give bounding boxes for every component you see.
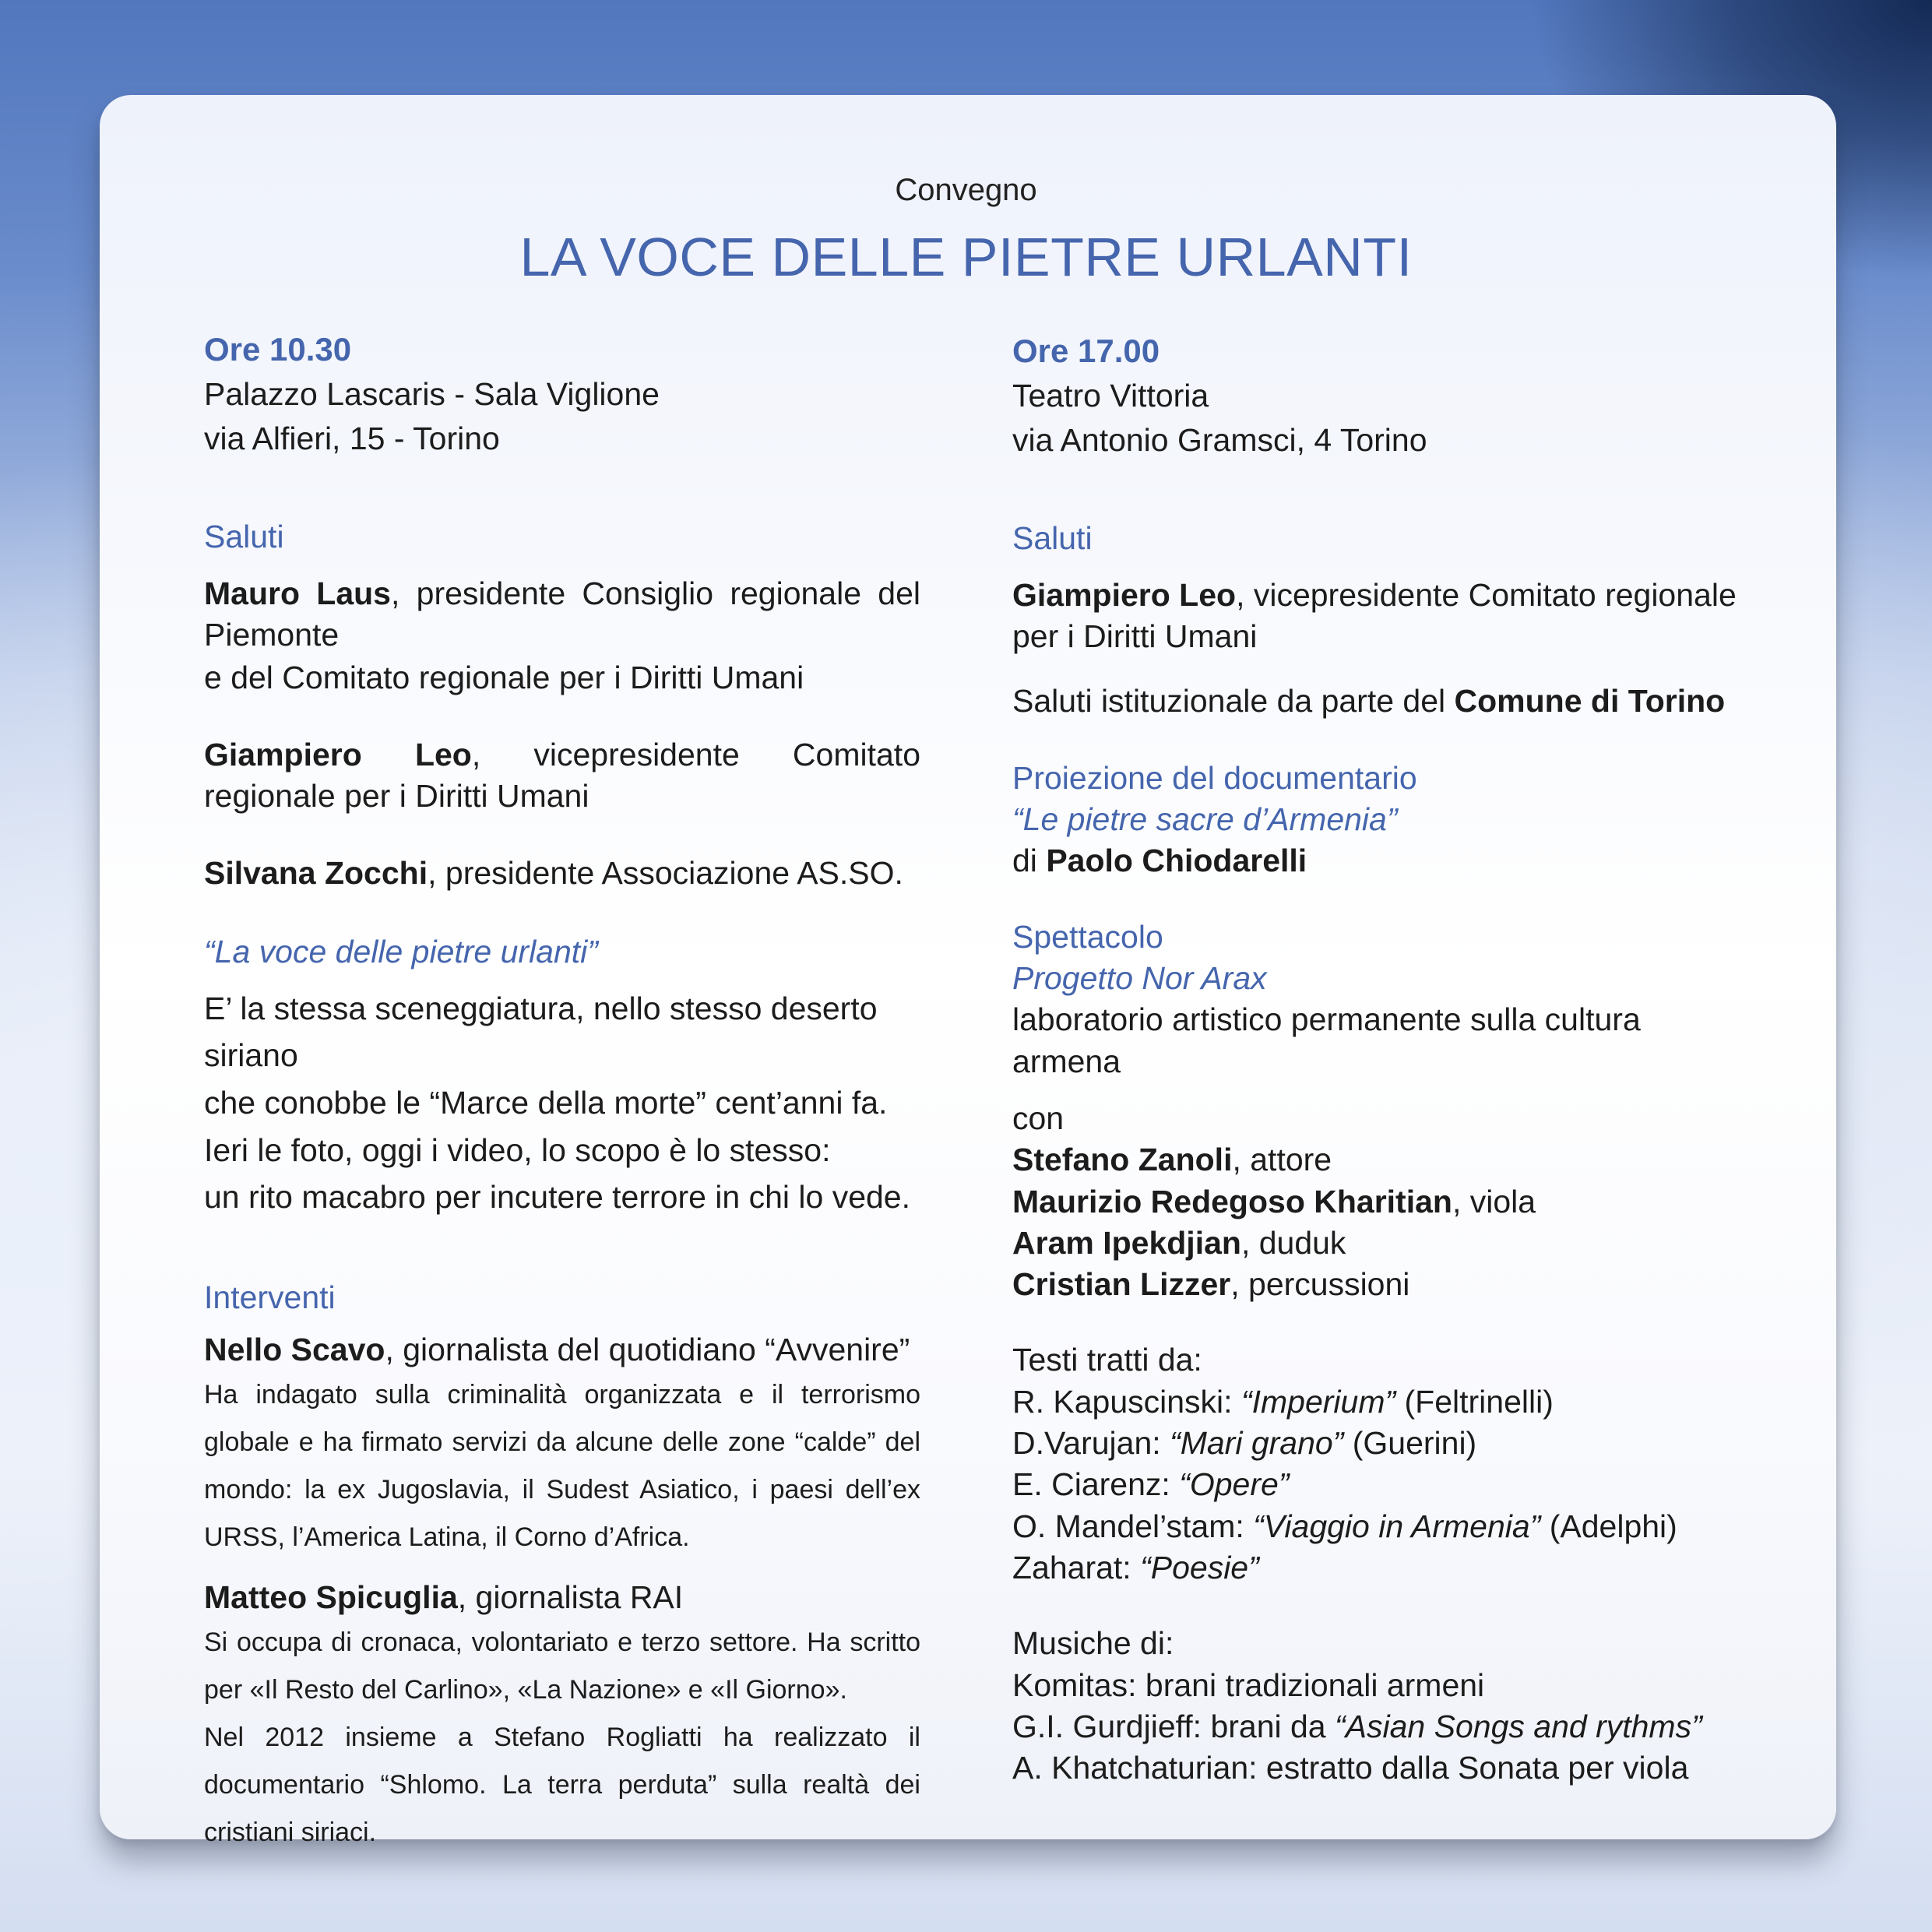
text-source xyxy=(1012,1381,1737,1423)
performer xyxy=(1012,1264,1737,1305)
greeting-entity: Comune di Torino xyxy=(1454,683,1726,720)
performer-role: , attore xyxy=(1232,1142,1332,1178)
projection-by: di xyxy=(1012,843,1047,879)
speaker-role: , giornalista del quotidiano “Avvenire” xyxy=(385,1331,910,1367)
speaker-scavo xyxy=(204,1328,920,1372)
evening-address: via Antonio Gramsci, 4 Torino xyxy=(1012,421,1427,458)
speaker-role: , presidente Associazione AS.SO. xyxy=(428,855,903,892)
projection-title: “Le pietre sacre d’Armenia” xyxy=(1012,801,1398,838)
morning-saluti-heading: Saluti xyxy=(204,519,284,555)
texts-heading: Testi tratti da: xyxy=(1012,1342,1202,1378)
speaker-role: , vicepresidente Comitato regionale per i Diritti Umani xyxy=(204,736,920,815)
speaker-leo xyxy=(204,734,920,818)
text-author: D.Varujan: xyxy=(1012,1425,1170,1462)
with-label: con xyxy=(1012,1100,1065,1136)
morning-venue: Palazzo Lascaris - Sala Viglione xyxy=(204,375,660,412)
text-publisher: (Feltrinelli) xyxy=(1395,1383,1554,1420)
speaker-laus xyxy=(204,573,920,656)
performer xyxy=(1012,1223,1737,1264)
quote-line: un rito macabro per incutere terrore in chi lo vede. xyxy=(204,1179,911,1216)
speaker-leo-evening xyxy=(1012,575,1737,658)
text-author: Zaharat: xyxy=(1012,1549,1141,1585)
quote-line: Ieri le foto, oggi i video, lo scopo è lo stesso: xyxy=(204,1131,831,1168)
event-type: Convegno xyxy=(895,173,1037,207)
text-author: R. Kapuscinski: xyxy=(1012,1383,1241,1420)
speaker-name: Nello Scavo xyxy=(204,1331,385,1367)
speaker-zocchi xyxy=(204,851,920,896)
speaker-name: Matteo Spicuglia xyxy=(204,1578,458,1615)
music-item xyxy=(1012,1706,1737,1747)
interventi-heading: Interventi xyxy=(204,1279,336,1315)
music-item: A. Khatchaturian: estratto dalla Sonata per viola xyxy=(1012,1750,1689,1786)
morning-time: Ore 10.30 xyxy=(204,331,352,368)
text-source xyxy=(1012,1506,1737,1547)
performer-name: Cristian Lizzer xyxy=(1012,1266,1231,1303)
text-work: “Imperium” xyxy=(1240,1383,1396,1420)
speaker-spicuglia-bio-2: Nel 2012 insieme a Stefano Rogliatti ha realizzato il documentario “Shlomo. La terra perduta” sulla realtà dei cristiani siriaci. xyxy=(204,1722,920,1847)
text-publisher: (Adelphi) xyxy=(1540,1508,1677,1544)
text-author: O. Mandel’stam: xyxy=(1012,1508,1254,1544)
text-work: “Poesie” xyxy=(1140,1549,1259,1585)
text-work: “Opere” xyxy=(1179,1466,1290,1503)
performer-role: , duduk xyxy=(1240,1224,1346,1261)
show-title: Progetto Nor Arax xyxy=(1012,960,1267,997)
music-work: “Asian Songs and rythms” xyxy=(1335,1708,1702,1744)
text-work: “Viaggio in Armenia” xyxy=(1253,1508,1541,1544)
institutional-greeting xyxy=(1012,679,1737,723)
speaker-role: , vicepresidente Comitato regionale per i Diritti Umani xyxy=(1012,576,1737,654)
speaker-name: Silvana Zocchi xyxy=(204,855,428,892)
page-title: LA VOCE DELLE PIETRE URLANTI xyxy=(519,227,1413,287)
speaker-name: Mauro Laus xyxy=(204,575,391,611)
show-heading: Spettacolo xyxy=(1012,918,1163,955)
performer-role: , viola xyxy=(1452,1183,1536,1219)
morning-session-column xyxy=(204,327,920,1856)
speaker-name: Giampiero Leo xyxy=(204,736,472,772)
evening-saluti-heading: Saluti xyxy=(1012,520,1093,557)
evening-session-column xyxy=(1012,329,1737,1789)
performer-role: , percussioni xyxy=(1230,1266,1410,1303)
performer xyxy=(1012,1181,1737,1223)
speaker-laus-role-cont: e del Comitato regionale per i Diritti Umani xyxy=(204,660,804,696)
text-work: “Mari grano” xyxy=(1170,1425,1344,1462)
greeting-text: Saluti istituzionale da parte del xyxy=(1012,683,1455,720)
projection-heading: Proiezione del documentario xyxy=(1012,759,1417,796)
speaker-spicuglia-bio: Si occupa di cronaca, volontariato e terzo settore. Ha scritto per «Il Resto del Carlino», «La Nazione» e «Il Giorno». xyxy=(204,1628,920,1705)
show-description: laboratorio artistico permanente sulla cultura armena xyxy=(1012,1001,1641,1079)
quote-title: “La voce delle pietre urlanti” xyxy=(204,934,598,970)
projection-author: Paolo Chiodarelli xyxy=(1046,843,1307,879)
speaker-role: , presidente Consiglio regionale del Piemonte xyxy=(204,575,920,653)
music-item: Komitas: brani tradizionali armeni xyxy=(1012,1666,1485,1703)
quote-line: E’ la stessa sceneggiatura, nello stesso deserto siriano xyxy=(204,990,878,1074)
evening-time: Ore 17.00 xyxy=(1012,333,1160,369)
text-source xyxy=(1012,1423,1737,1464)
music-composer: G.I. Gurdjieff: brani da xyxy=(1012,1708,1336,1744)
speaker-role: , giornalista RAI xyxy=(457,1578,684,1615)
quote-line: che conobbe le “Marce della morte” cent’anni fa. xyxy=(204,1084,888,1121)
performer-name: Stefano Zanoli xyxy=(1012,1142,1233,1178)
projection-author-line xyxy=(1012,840,1737,882)
text-author: E. Ciarenz: xyxy=(1012,1466,1180,1503)
text-source xyxy=(1012,1547,1737,1589)
performer-name: Aram Ipekdjian xyxy=(1012,1224,1241,1261)
speaker-scavo-bio: Ha indagato sulla criminalità organizzata e il terrorismo globale e ha firmato servizi da alcune delle zone “calde” del mondo: la ex Jugoslavia, il Sudest Asiatico, i paesi dell’ex URSS, l’America Latina, il Corno d’Africa. xyxy=(204,1380,920,1552)
text-source xyxy=(1012,1464,1737,1505)
music-heading: Musiche di: xyxy=(1012,1625,1174,1662)
text-publisher: (Guerini) xyxy=(1343,1425,1477,1462)
performer xyxy=(1012,1139,1737,1181)
speaker-spicuglia xyxy=(204,1575,920,1620)
evening-venue: Teatro Vittoria xyxy=(1012,377,1209,413)
performer-name: Maurizio Redegoso Kharitian xyxy=(1012,1183,1452,1219)
morning-address: via Alfieri, 15 - Torino xyxy=(204,420,500,456)
speaker-name: Giampiero Leo xyxy=(1012,576,1237,613)
